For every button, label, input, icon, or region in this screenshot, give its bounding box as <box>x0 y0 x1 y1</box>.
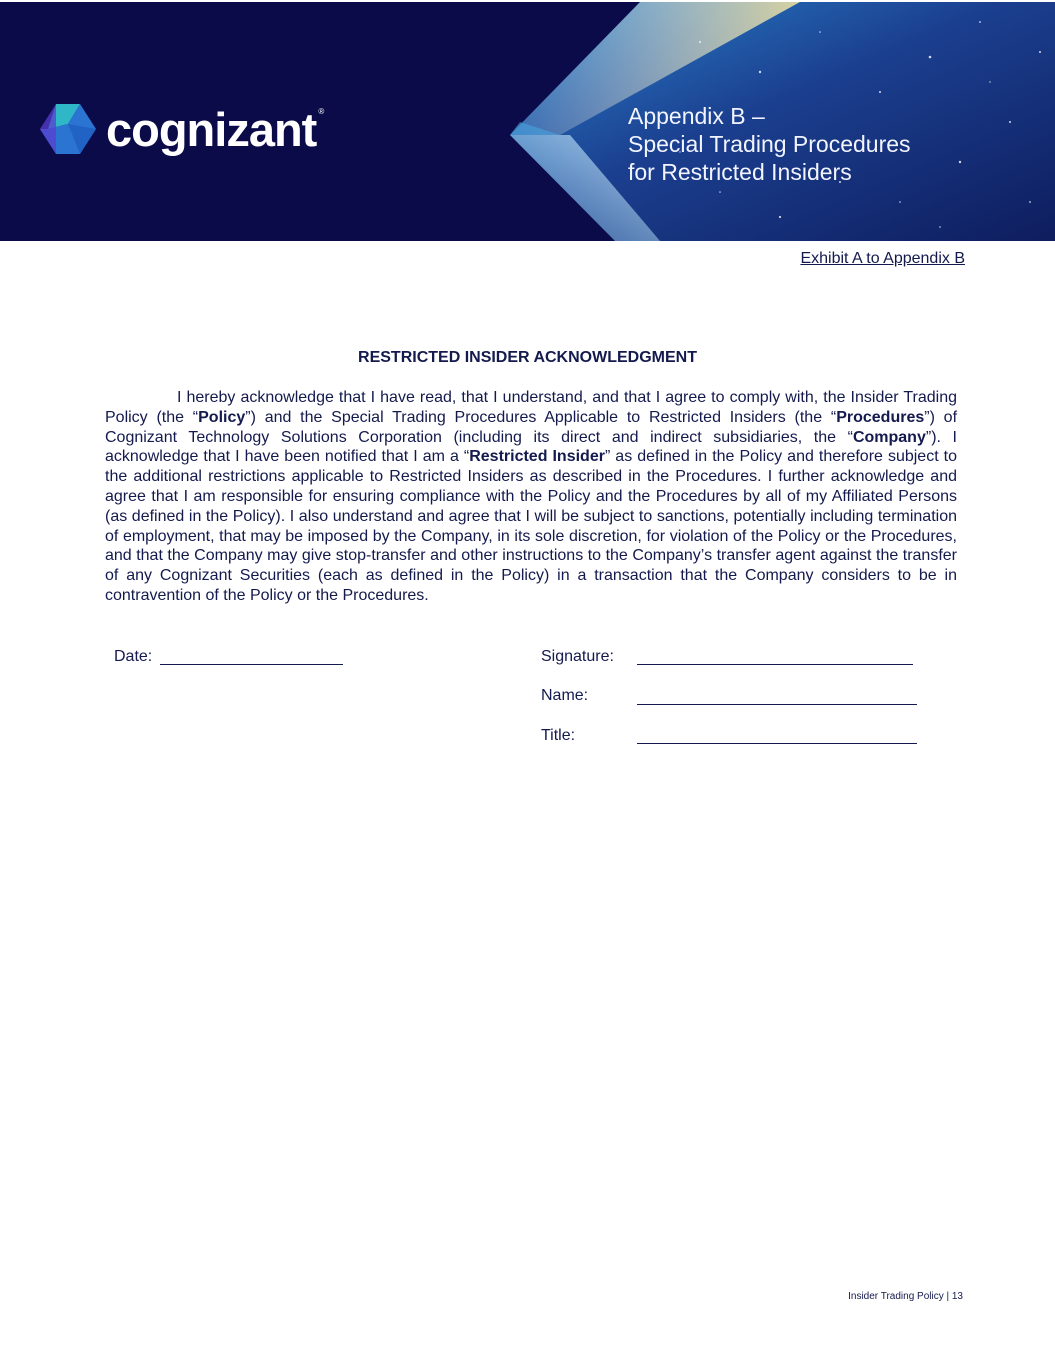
paragraph-text-4: ”). I acknowledge that I have been notified that I am a “ <box>105 428 957 466</box>
paragraph-text-5: ” as defined in the Policy and therefore subject to the additional restrictions applicable to Restricted Insiders as described in the Procedures. I further acknowledge and agree that I am responsible for ensuring compliance with the Policy and the Procedures by all of my Affiliated Persons (as defined in the Policy). I also understand and agree that I will be subject to sanctions, potentially including termination of employment, that may be imposed by the Company, in its sole discretion, for violation of the Policy or the Procedures, and that the Company may give stop-transfer and other instructions to the Company’s transfer agent against the transfer of any Cognizant Securities (each as defined in the Policy) in a transaction that the Company considers to be in contravention of the Policy or the Procedures. <box>105 448 958 604</box>
name-line[interactable] <box>637 704 917 705</box>
cognizant-logo <box>38 102 324 156</box>
signature-line[interactable] <box>637 664 913 665</box>
cognizant-logo-mark-icon <box>38 102 98 156</box>
signature-label: Signature: <box>541 648 614 665</box>
banner-title-line-2: Special Trading Procedures <box>628 131 911 157</box>
acknowledgment-paragraph <box>105 388 957 606</box>
paragraph-text-3: ”) of Cognizant Technology Solutions Corporation (including its direct and indirect subsidiaries, the “ <box>105 408 958 446</box>
banner-title <box>628 102 911 186</box>
term-restricted-insider: Restricted Insider <box>469 448 605 466</box>
date-line[interactable] <box>160 664 343 665</box>
term-policy: Policy <box>198 408 246 426</box>
header-banner <box>0 2 1055 241</box>
banner-title-line-1: Appendix B – <box>628 103 765 129</box>
term-company: Company <box>852 428 926 446</box>
exhibit-label: Exhibit A to Appendix B <box>800 250 965 267</box>
registered-mark: ® <box>318 106 325 116</box>
title-label: Title: <box>541 727 576 744</box>
title-line[interactable] <box>637 743 917 744</box>
term-procedures: Procedures <box>836 408 925 426</box>
document-title: RESTRICTED INSIDER ACKNOWLEDGMENT <box>358 349 697 366</box>
paragraph-text-2: ”) and the Special Trading Procedures Applicable to Restricted Insiders (the “ <box>245 408 837 426</box>
paragraph-text-1: I hereby acknowledge that I have read, that I understand, and that I agree to comply with, the Insider Trading Policy (the “ <box>105 389 957 426</box>
page-footer: Insider Trading Policy | 13 <box>848 1291 963 1302</box>
logo-wordmark: cognizant <box>106 102 317 156</box>
banner-title-line-3: for Restricted Insiders <box>628 159 852 185</box>
date-label: Date: <box>114 648 153 665</box>
name-label: Name: <box>541 687 589 704</box>
